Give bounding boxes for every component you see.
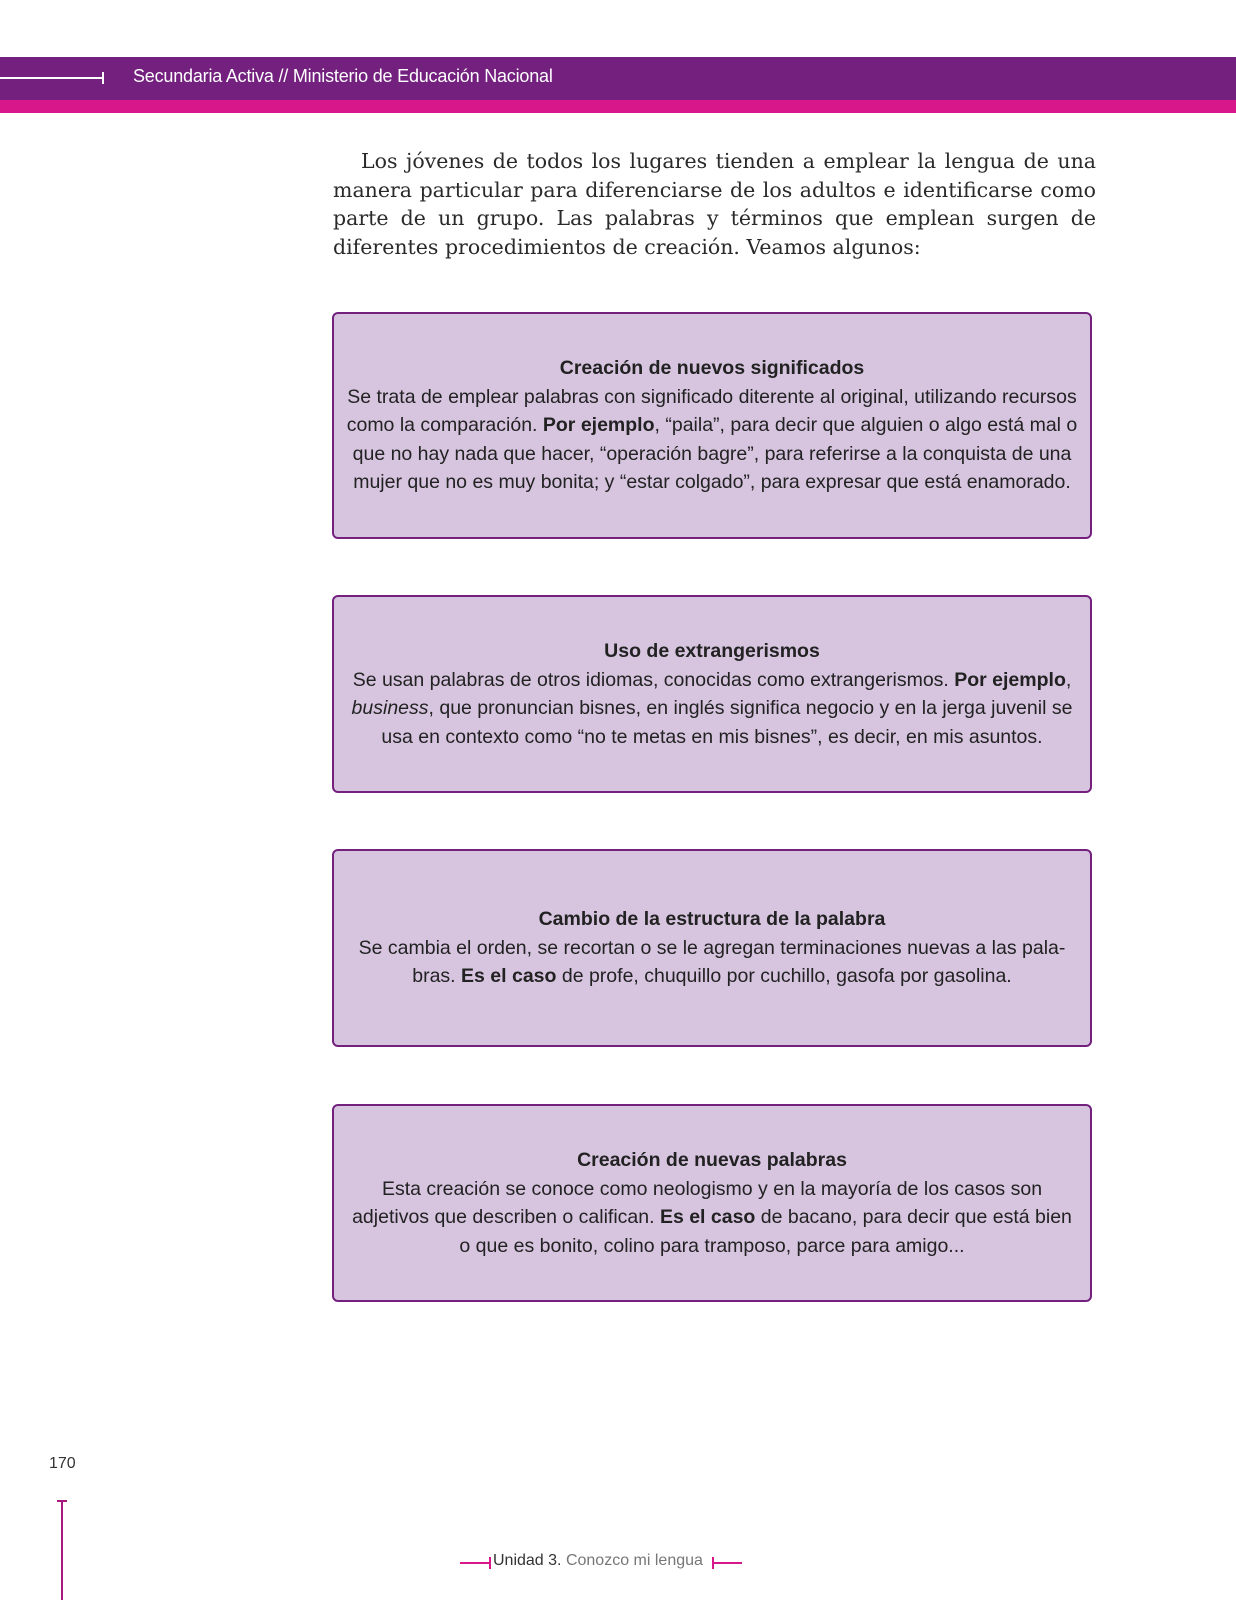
box-title: Creación de nuevos significados [559,357,865,380]
concept-box-new-words [332,1104,1092,1302]
concept-box-new-meanings [332,312,1092,539]
box-body: Se trata de emplear palabras con significado diterente al original, utilizando recursos como la comparación. Por ejemplo, “paila”, para decir que alguien o algo está mal o que no hay nada que hacer, “operación bagre”, para referirse a la conquista de una mujer que no es muy bonita; y “estar colgado”, para expresar que está enamorado. [346,385,1078,494]
concept-box-word-structure [332,849,1092,1047]
box-body: Esta creación se conoce como neologismo y en la mayoría de los casos son adjetivos que describen o califican. Es el caso de bacano, para decir que está bien o que es bonito, colino para tramposo, parce para amigo... [352,1177,1072,1257]
header-rule [0,77,104,79]
box-body: Se usan palabras de otros idiomas, conocidas como extrangerismos. Por ejemplo, business, que pronuncian bisnes, en inglés significa negocio y en la jerga juvenil se usa en contexto como “no te metas en mis bisnes”, es decir, en mis asuntos. [351,668,1073,748]
box-title: Creación de nuevas palabras [577,1149,847,1171]
page-number: 170 [49,1455,76,1472]
footer-unit-label: Unidad 3. Conozco mi lengua [493,1552,703,1569]
box-title: Uso de extrangerismos [604,640,820,662]
header-rule-tick [102,72,104,84]
header-title: Secundaria Activa // Ministerio de Educación Nacional [133,66,553,86]
footer-tick-left [489,1557,491,1569]
margin-rule [61,1500,63,1600]
box-body: Se cambia el orden, se recortan o se le agregan terminaciones nuevas a las palabras. Es el caso de profe, chuquillo por cuchillo, gasofa por gasolina. [358,936,1066,988]
footer-rule-right [712,1562,742,1564]
footer-rule-left [460,1562,490,1564]
intro-paragraph: Los jóvenes de todos los lugares tienden a emplear la lengua de una manera particular para diferenciarse de los adultos e identificarse como parte de un grupo. Las palabras y términos que emplean surgen de diferentes procedimientos de creación. Veamos algunos: [333,149,1096,259]
box-title: Cambio de la estructura de la palabra [538,908,886,931]
header-accent-stripe [0,100,1236,113]
concept-box-foreign-words [332,595,1092,793]
footer [0,1552,1236,1574]
